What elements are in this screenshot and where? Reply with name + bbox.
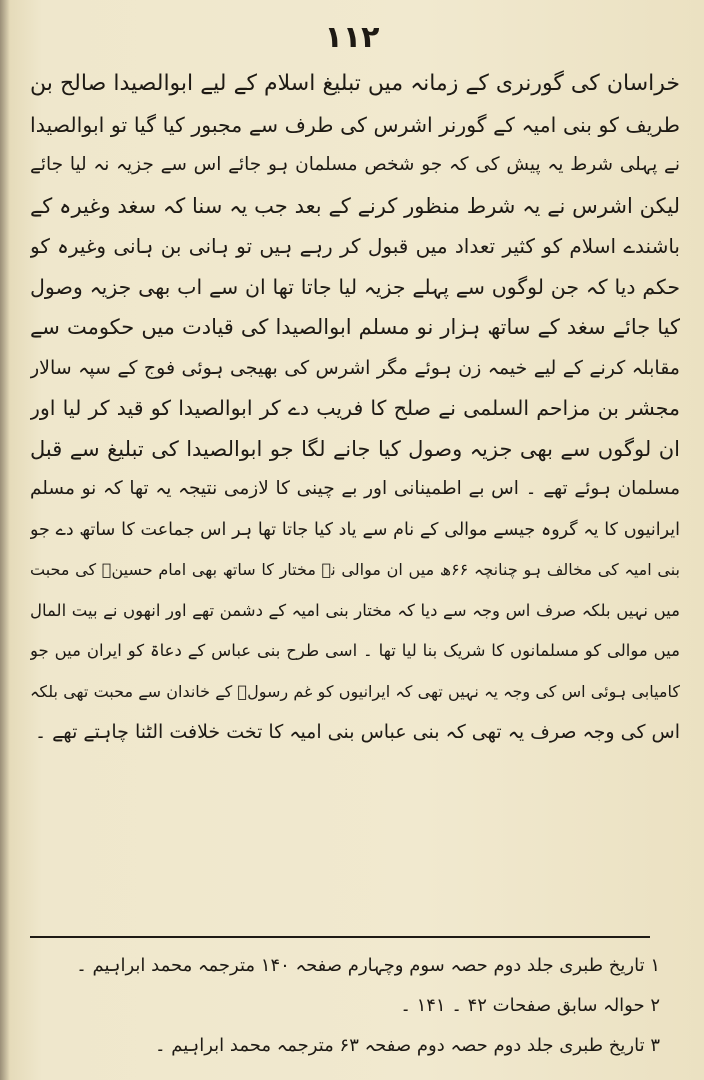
text-line: میں موالی کو مسلمانوں کا شریک بنا لیا تھا ۔ اسی طرح بنی عباس کے دعاۃ کو ایران میں جو (30, 641, 680, 660)
text-line: طریف کو بنی امیہ کے گورنر اشرس کی طرف سے مجبور کیا گیا تو ابوالصیدا (30, 112, 680, 137)
binding-shadow (0, 0, 10, 1080)
footnote: ۳ تاریخ طبری جلد دوم حصہ دوم صفحہ ۶۳ مترجمہ محمد ابراہیم ۔ (154, 1035, 660, 1056)
footnote: ۲ حوالہ سابق صفحات ۴۲ ۔ ۱۴۱ ۔ (400, 995, 660, 1016)
text-line: نے پہلی شرط یہ پیش کی کہ جو شخص مسلمان ہو جائے اس سے جزیہ نہ لیا جائے (30, 154, 680, 175)
text-line: حکم دیا کہ جن لوگوں سے پہلے جزیہ لیا جاتا تھا ان سے اب بھی جزیہ وصول (30, 274, 680, 299)
footnote-divider (30, 936, 650, 938)
text-line: لیکن اشرس نے یہ شرط منظور کرنے کے بعد جب یہ سنا کہ سغد وغیرہ کے (30, 193, 680, 218)
text-line: ان لوگوں سے بھی جزیہ وصول کیا جانے لگا جو ابوالصیدا کی تبلیغ سے قبل (30, 436, 680, 461)
text-line: خراسان کی گورنری کے زمانہ میں تبلیغ اسلام کے لیے ابوالصیدا صالح بن (30, 71, 680, 96)
page-number: ١١٢ (324, 20, 380, 55)
body-text (30, 64, 680, 934)
text-line: مقابلہ کرنے کے لیے خیمہ زن ہوئے مگر اشرس کی بھیجی ہوئی فوج کے سپہ سالار (30, 356, 680, 379)
text-line: باشندے اسلام کو کثیر تعداد میں قبول کر رہے ہیں تو ہانی بن ہانی وغیرہ کو (30, 234, 680, 258)
text-line: مجشر بن مزاحم السلمی نے صلح کا فریب دے کر ابوالصیدا کو قید کر لیا اور (30, 396, 680, 420)
text-line: اس کی وجہ صرف یہ تھی کہ بنی عباس بنی امیہ کا تخت خلافت الٹنا چاہتے تھے ۔ (35, 721, 680, 743)
footnotes (60, 946, 660, 1066)
text-line: میں نہیں بلکہ صرف اس وجہ سے دیا کہ مختار بنی امیہ کے دشمن تھے اور انھوں نے بیت المال (30, 600, 680, 620)
text-line: بنی امیہ کی مخالف ہو چنانچہ ۶۶ھ میں ان موالی نے مختار کا ساتھ بھی امام حسینؑ کی محبت (30, 560, 680, 579)
text-line: کیا جائے سغد کے ساتھ ہزار نو مسلم ابوالصیدا کی قیادت میں حکومت سے (30, 315, 680, 339)
text-line: ایرانیوں کا یہ گروہ جیسے موالی کے نام سے یاد کیا جاتا تھا ہر اس جماعت کا ساتھ دے جو (30, 519, 680, 540)
text-line: مسلمان ہوئے تھے ۔ اس بے اطمینانی اور بے چینی کا لازمی نتیجہ یہ تھا کہ نو مسلم (30, 478, 680, 499)
text-line: کامیابی ہوئی اس کی وجہ یہ نہیں تھی کہ ایرانیوں کو غم رسولؐ کے خاندان سے محبت تھی بلکہ (30, 681, 680, 701)
footnote: ۱ تاریخ طبری جلد دوم حصہ سوم وچہارم صفحہ ۱۴۰ مترجمہ محمد ابراہیم ۔ (76, 955, 660, 976)
